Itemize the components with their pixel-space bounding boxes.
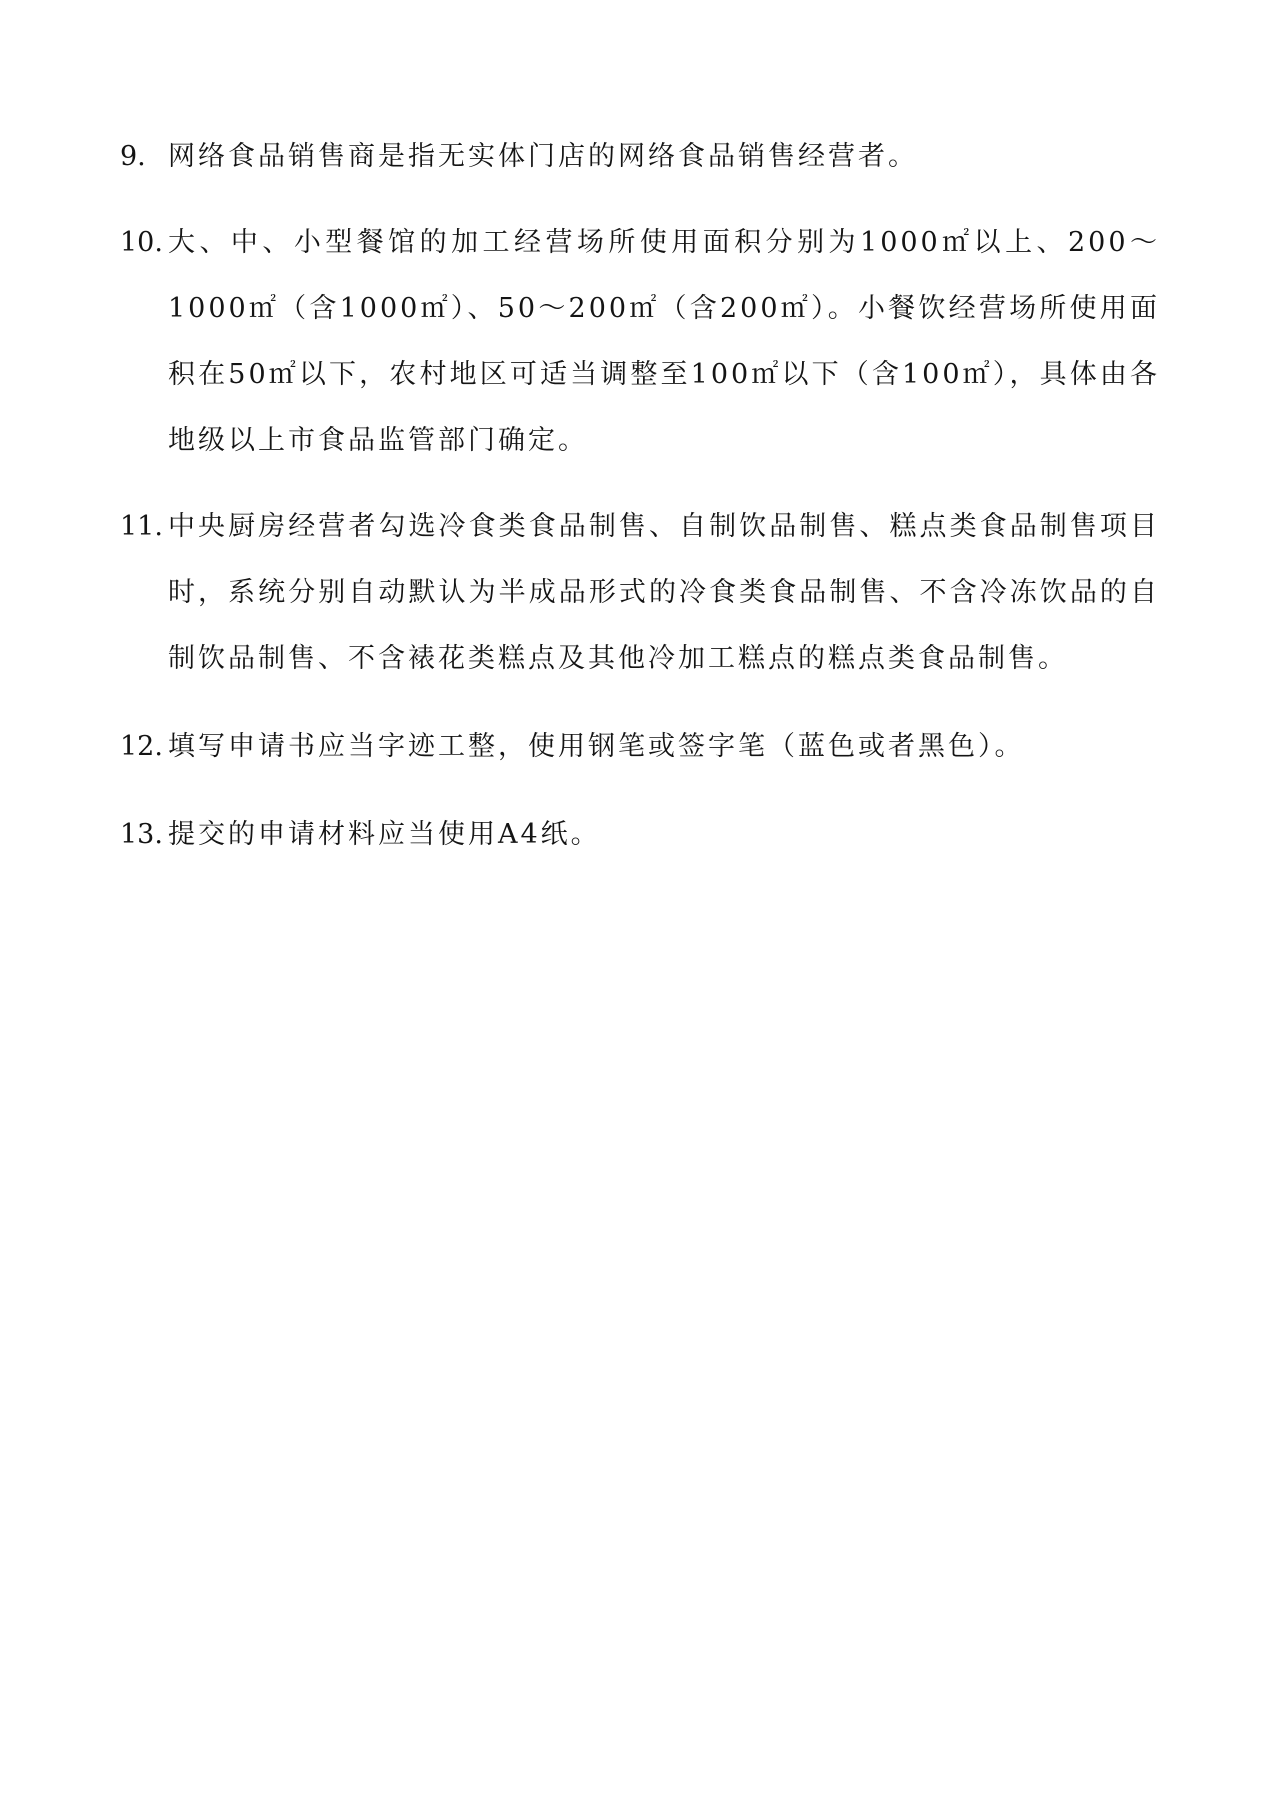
item-text: 填写申请书应当字迹工整，使用钢笔或签字笔（蓝色或者黑色）。 bbox=[168, 731, 1025, 762]
item-number: 11. bbox=[120, 511, 163, 542]
list-item bbox=[120, 714, 1160, 780]
item-number: 9. bbox=[120, 141, 146, 172]
item-text: 中央厨房经营者勾选冷食类食品制售、自制饮品制售、糕点类食品制售项目时，系统分别自动默认为半成品形式的冷食类食品制售、不含冷冻饮品的自制饮品制售、不含裱花类糕点及其他冷加工糕点的糕点类食品制售。 bbox=[168, 511, 1160, 674]
list-item bbox=[120, 494, 1160, 692]
item-number: 13. bbox=[120, 819, 163, 850]
list-item bbox=[120, 124, 1160, 190]
item-text: 大、中、小型餐馆的加工经营场所使用面积分别为1000㎡以上、200～1000㎡（含1000㎡）、50～200㎡（含200㎡）。小餐饮经营场所使用面积在50㎡以下，农村地区可适当调整至100㎡以下（含100㎡），具体由各地级以上市食品监管部门确定。 bbox=[168, 227, 1160, 456]
list-item bbox=[120, 210, 1160, 474]
item-text: 提交的申请材料应当使用A4纸。 bbox=[168, 819, 601, 850]
item-number: 10. bbox=[120, 227, 163, 258]
list-item bbox=[120, 802, 1160, 868]
item-text: 网络食品销售商是指无实体门店的网络食品销售经营者。 bbox=[168, 141, 918, 172]
item-number: 12. bbox=[120, 731, 163, 762]
